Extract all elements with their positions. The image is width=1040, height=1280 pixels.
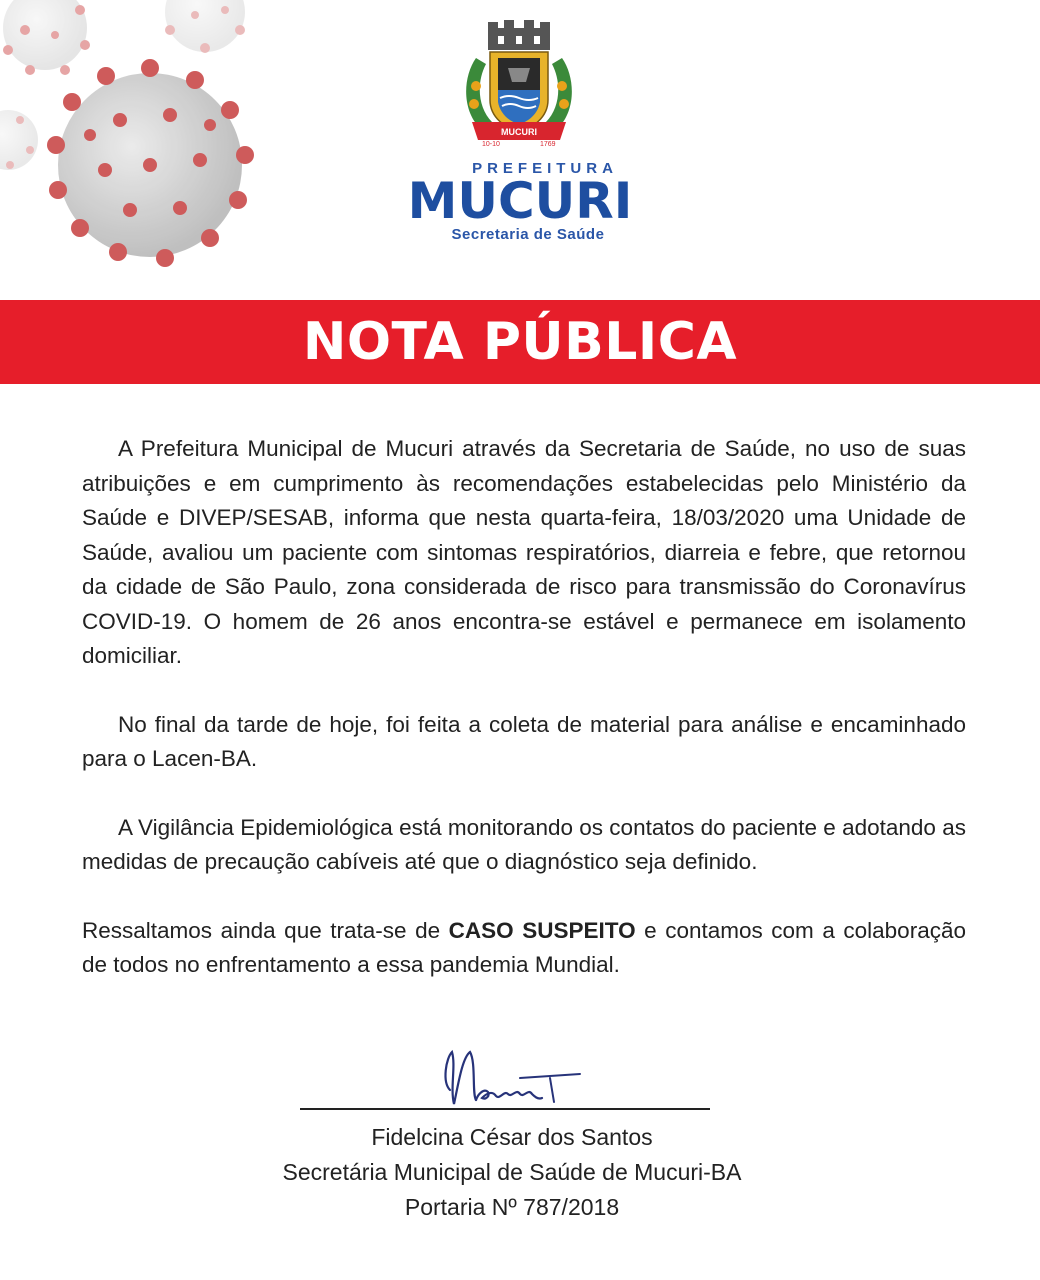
logo-secretaria-text: Secretaria de Saúde bbox=[451, 226, 605, 243]
municipal-coat-of-arms-icon bbox=[452, 18, 586, 146]
notice-p4-before: Ressaltamos ainda que trata-se de bbox=[82, 917, 449, 943]
caso-suspeito-emphasis: CASO SUSPEITO bbox=[448, 917, 636, 943]
signature-mark bbox=[420, 1038, 590, 1118]
logo-prefeitura-text: PREFEITURA bbox=[472, 160, 618, 177]
notice-paragraph-3: A Vigilância Epidemiológica está monitorando os contatos do paciente e adotando as medidas de precaução cabíveis até que o diagnóstico seja definido. bbox=[82, 814, 966, 874]
notice-paragraph-1: A Prefeitura Municipal de Mucuri através da Secretaria de Saúde, no uso de suas atribuições e em cumprimento às recomendações estabelecidas pelo Ministério da Saúde e DIVEP/SESAB, informa que nesta quarta-feira, 18/03/2020 uma Unidade de Saúde, avaliou um paciente com sintomas respiratórios, diarreia e febre, que retornou da cidade de São Paulo, zona considerada de risco para transmissão do Coronavírus COVID-19. O homem de 26 anos encontra-se estável e permanece em isolamento domiciliar. bbox=[82, 436, 966, 668]
notice-paragraph-4 bbox=[82, 914, 966, 983]
notice-body bbox=[82, 432, 966, 983]
title-banner bbox=[0, 300, 1040, 384]
logo-mucuri-text: MUCURI bbox=[407, 172, 633, 230]
crest-right-date: 1769 bbox=[540, 141, 556, 146]
signatory-portaria: Portaria Nº 787/2018 bbox=[404, 1194, 620, 1220]
coronavirus-illustration bbox=[0, 0, 300, 280]
crest-banner-text: MUCURI bbox=[501, 127, 537, 137]
crest-left-date: 10-10 bbox=[482, 141, 500, 146]
page-title: NOTA PÚBLICA bbox=[302, 312, 738, 372]
signatory-block bbox=[200, 1120, 824, 1225]
notice-p4-after: e contamos com a colaboração de todos no enfrentamento a essa pandemia Mundial. bbox=[82, 917, 966, 977]
prefeitura-logo bbox=[400, 160, 640, 246]
notice-paragraph-2: No final da tarde de hoje, foi feita a coleta de material para análise e encaminhado para o Lacen-BA. bbox=[82, 711, 966, 771]
signature-line bbox=[300, 1108, 710, 1110]
signatory-role: Secretária Municipal de Saúde de Mucuri-BA bbox=[282, 1159, 742, 1185]
signatory-name: Fidelcina César dos Santos bbox=[371, 1124, 653, 1150]
